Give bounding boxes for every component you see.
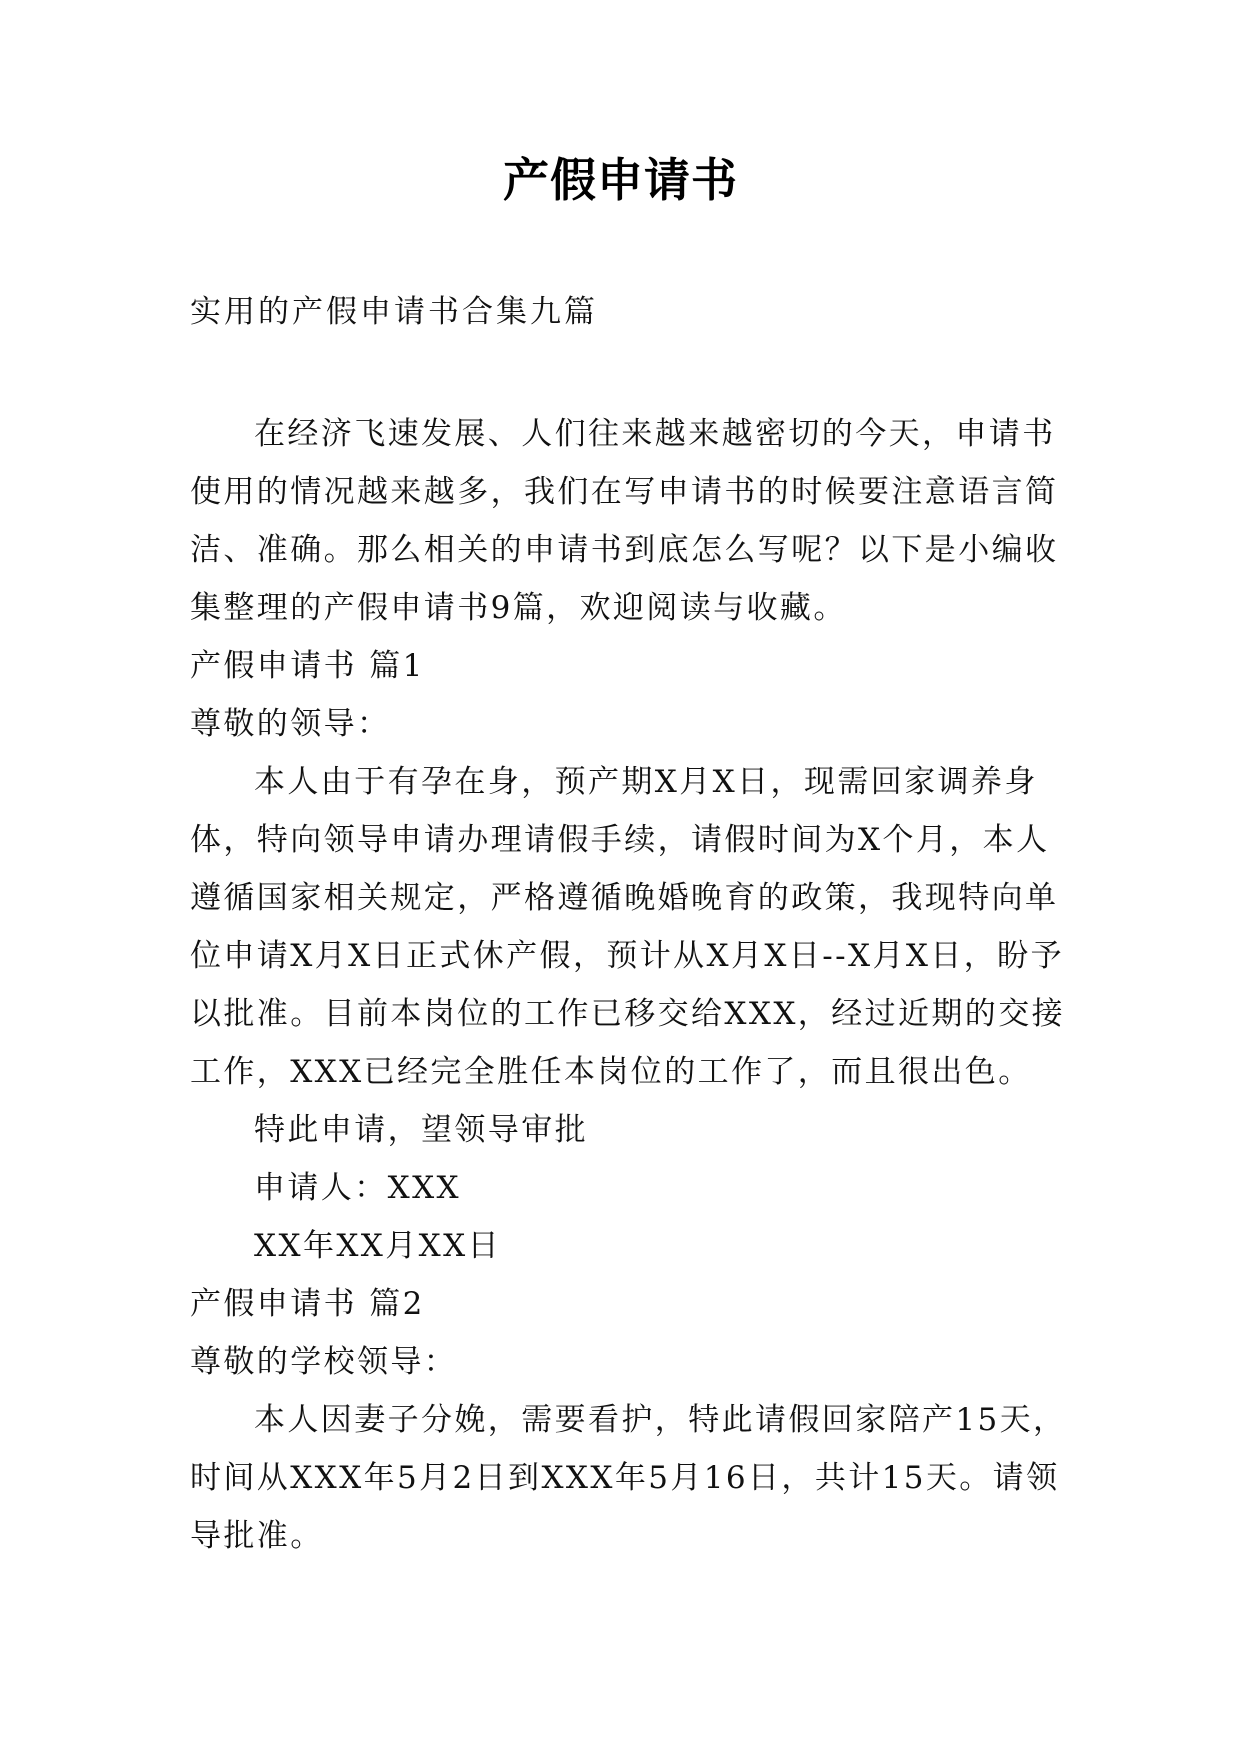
body-paragraph-1: 本人由于有孕在身，预产期X月X日，现需回家调养身体，特向领导申请办理请假手续，请假时间为X个月，本人遵循国家相关规定，严格遵循晚婚晚育的政策，我现特向单位申请X月X日正式休产假，预计从X月X日--X月X日，盼予以批准。目前本岗位的工作已移交给XXX，经过近期的交接工作，XXX已经完全胜任本岗位的工作了，而且很出色。	[190, 764, 1066, 1090]
date-line-1: XX年XX月XX日	[254, 1228, 502, 1264]
closing-line-1: 特此申请，望领导审批	[254, 1112, 588, 1148]
document-title: 产假申请书	[503, 153, 738, 207]
salutation-1: 尊敬的领导：	[190, 706, 391, 742]
section-heading-1: 产假申请书 篇1	[190, 648, 425, 684]
intro-paragraph: 在经济飞速发展、人们往来越来越密切的今天，申请书使用的情况越来越多，我们在写申请书的时候要注意语言简洁、准确。那么相关的申请书到底怎么写呢？以下是小编收集整理的产假申请书9篇，欢迎阅读与收藏。	[190, 416, 1059, 626]
salutation-2: 尊敬的学校领导：	[190, 1344, 458, 1380]
document-body	[190, 405, 1070, 1565]
applicant-line-1: 申请人：XXX	[254, 1170, 462, 1206]
body-paragraph-2: 本人因妻子分娩，需要看护，特此请假回家陪产15天，时间从XXX年5月2日到XXX年5月16日，共计15天。请领导批准。	[190, 1402, 1067, 1554]
section-heading-2: 产假申请书 篇2	[190, 1286, 425, 1322]
document-subtitle: 实用的产假申请书合集九篇	[190, 294, 598, 330]
